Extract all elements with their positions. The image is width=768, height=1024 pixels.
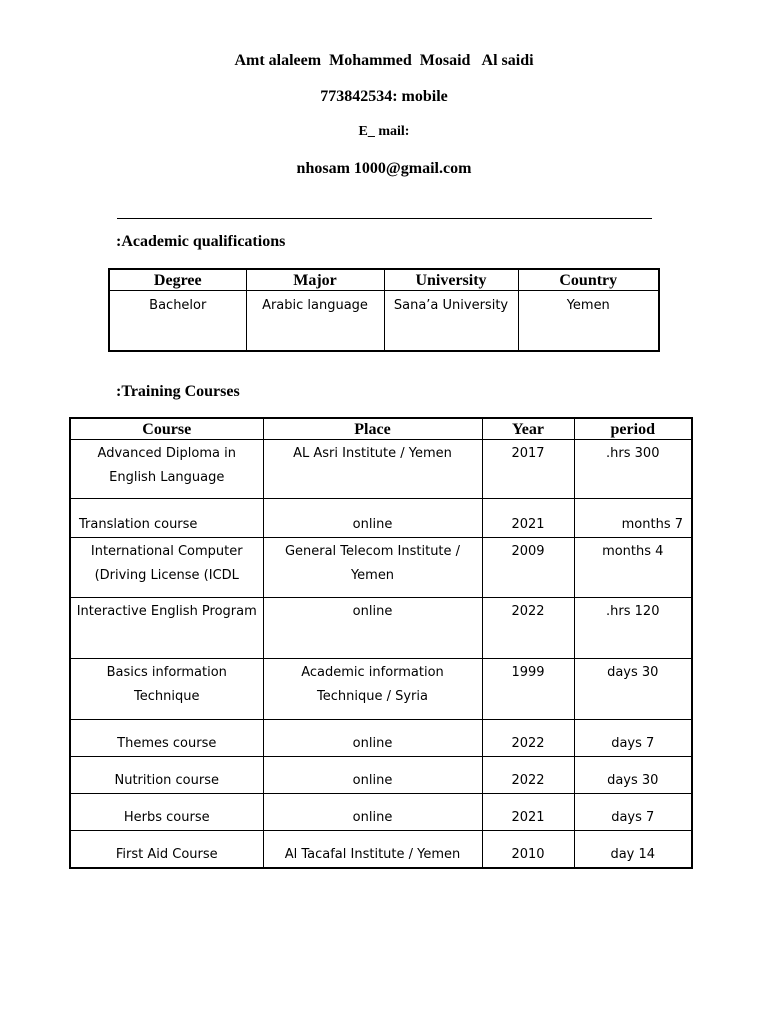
period-cell: day 14 (574, 831, 692, 869)
place-cell: AL Asri Institute / Yemen (263, 440, 482, 499)
period-cell: days 30 (574, 659, 692, 720)
period-cell: days 7 (574, 720, 692, 757)
period-cell: .hrs 300 (574, 440, 692, 499)
year-cell: 1999 (482, 659, 574, 720)
table-row (70, 794, 692, 831)
year-cell: 2021 (482, 499, 574, 538)
course-cell: First Aid Course (70, 831, 263, 869)
academic-section-title: :Academic qualifications (116, 233, 286, 250)
place-cell: online (263, 720, 482, 757)
column-header: Year (482, 418, 574, 440)
column-header: Major (246, 269, 384, 291)
table-row (70, 720, 692, 757)
place-cell: online (263, 499, 482, 538)
year-cell: 2009 (482, 538, 574, 598)
column-header: Degree (109, 269, 246, 291)
period-cell: months 7 (574, 499, 692, 538)
applicant-name: Amt alaleem Mohammed Mosaid Al saidi (234, 52, 534, 69)
table-row (70, 831, 692, 869)
course-cell: International Computer (Driving License (ICDL (70, 538, 263, 598)
place-cell: online (263, 598, 482, 659)
table-row (70, 440, 692, 499)
table-header-row (109, 269, 659, 291)
course-cell: Translation course (70, 499, 263, 538)
major-cell: Arabic language (246, 291, 384, 352)
course-cell: Advanced Diploma in English Language (70, 440, 263, 499)
email-address: nhosam 1000@gmail.com (296, 160, 472, 177)
table-header-row (70, 418, 692, 440)
university-cell: Sana’a University (384, 291, 518, 352)
year-cell: 2021 (482, 794, 574, 831)
academic-qualifications-table (108, 268, 660, 352)
column-header: Country (518, 269, 659, 291)
place-cell: General Telecom Institute / Yemen (263, 538, 482, 598)
training-courses-table (69, 417, 693, 869)
year-cell: 2022 (482, 598, 574, 659)
table-row (70, 598, 692, 659)
period-cell: .hrs 120 (574, 598, 692, 659)
year-cell: 2022 (482, 720, 574, 757)
column-header: University (384, 269, 518, 291)
place-cell: online (263, 794, 482, 831)
place-cell: Al Tacafal Institute / Yemen (263, 831, 482, 869)
course-cell: Themes course (70, 720, 263, 757)
country-cell: Yemen (518, 291, 659, 352)
course-cell: Basics information Technique (70, 659, 263, 720)
table-row (70, 538, 692, 598)
table-row (70, 757, 692, 794)
course-cell: Herbs course (70, 794, 263, 831)
header-divider (117, 218, 652, 219)
year-cell: 2017 (482, 440, 574, 499)
table-row (70, 499, 692, 538)
degree-cell: Bachelor (109, 291, 246, 352)
email-label: E_ mail: (358, 124, 410, 139)
column-header: Course (70, 418, 263, 440)
place-cell: Academic information Technique / Syria (263, 659, 482, 720)
column-header: period (574, 418, 692, 440)
training-section-title: :Training Courses (116, 383, 240, 400)
place-cell: online (263, 757, 482, 794)
table-row (109, 291, 659, 352)
table-row (70, 659, 692, 720)
course-cell: Interactive English Program (70, 598, 263, 659)
year-cell: 2010 (482, 831, 574, 869)
mobile-number: 773842534: mobile (320, 88, 448, 105)
period-cell: days 7 (574, 794, 692, 831)
column-header: Place (263, 418, 482, 440)
course-cell: Nutrition course (70, 757, 263, 794)
period-cell: days 30 (574, 757, 692, 794)
period-cell: months 4 (574, 538, 692, 598)
year-cell: 2022 (482, 757, 574, 794)
